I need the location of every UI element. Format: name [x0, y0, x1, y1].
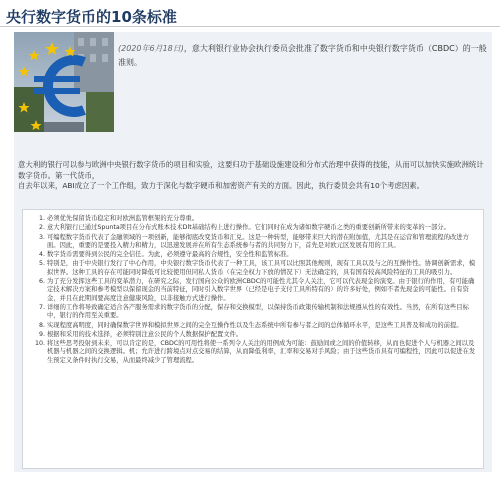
- page-title: 央行数字货币的10条标准: [6, 8, 177, 26]
- criteria-item: 2. 意大利银行已通过Spunta项目在分布式账本技术Dlt基础结构上进行操作。它们同时在成为诸如数字硬币之类的重要创新所带来的变革的一部分。: [47, 224, 477, 232]
- criteria-box: [22, 209, 484, 469]
- intro-paragraph-2: 自去年以来，ABI成立了一个工作组，致力于深化与数字硬币和加密资产有关的方面。因此，执行委员会共有10个考虑因素。: [18, 181, 425, 191]
- criteria-item: 7. 详细的工作将导致确定适合各产服务需求的数字货币的分配，保存和交换模型，以保持货币政策传输机制和法规遵从性的有效性。当然，在所有这些目标中，银行的作用至关重要。: [47, 304, 477, 321]
- criteria-item: 3. 可编程数字货币代表了金融领域的一项创新，能够彻底改变货币和汇兑。这是一种转型，能够带来巨大的潜在附加值，尤其是在运营和管理流程的改进方面。因此，重要的是要投入精力和精力，以迅速发展并在所有生态系统参与者的共同努力下，首先是对欧元区发展有用的工具。: [47, 234, 477, 251]
- lead-paragraph: [118, 42, 488, 70]
- title-divider: [0, 26, 500, 27]
- euro-sculpture-photo: [14, 32, 114, 132]
- publish-date: (2020年6月18日): [118, 44, 184, 53]
- criteria-item: 10. 将这些思考投射到未来，可以肯定的是，CBDC的可用性将使一系列令人关注的用例成为可能：鼓励间或之间的价值转移，从而也促进个人与机器之间以及机器与机器之间的交换逻辑。机；允许进行跨境点对点交易的结算，从而降低利率，汇率和交易对手风险；由于这些货币具有可编程性，因此可以促进在发生预定义条件时执行交易，从而最终减少了管理流程。: [47, 340, 477, 365]
- criteria-item: 4. 数字货币需要得到公民的完全信任。为此，必须遵守最高的合规性，安全性和监管标准。: [47, 251, 477, 259]
- criteria-item: 1. 必须优先保留货币稳定和对欧洲监管框架的充分尊重。: [47, 215, 477, 223]
- intro-section: [18, 160, 488, 192]
- criteria-item: 9. 根据和采用的技术选择，必须特别注意公民的个人数据保护配置文件。: [47, 331, 477, 339]
- criteria-item: 6. 为了充分发挥这些工具的变革潜力，在研究之际，发行国向公众的欧洲CBDC的可能性尤其令人关注，它可以代表现金的演变。由于银行的作用，有可能确定技术解决方案和参考模型以保留现金的当前特征，同时引入数字世界（已经是电子支付工具所特有的）的许多好处，例如不者先现金的可能性。自有资金，并且在此期间要高度注意健康风险，以非接触方式进行操作。: [47, 278, 477, 303]
- intro-paragraph-1: 意大利的银行可以参与欧洲中央银行数字货币的项目和实验，这要归功于基础设施建设和分布式治理中获得的技能，从而可以加快实施欧洲统计数字货币。第一代货币，: [18, 160, 484, 180]
- criteria-item: 5. 特别是，由于中央银行发行了中心作用，中央银行数字货币代表了一种工具，该工具可以比照其他规则，现有工具以及与之的互操作性。协调创新需求，模拟世界。这种工具的存在可能同时降低可比较使用但同私人货币（在完全权力下放的情况下）无法确定的，具有国有较高风险特征的工具的吸引力。: [47, 260, 477, 277]
- criteria-item: 8. 实现程度高明度，同时确保数字世界和模拟世界之间的完全互操作性以及生态系统中所有参与者之间的总体循环水平，是这些工具普及和成功的前提。: [47, 322, 477, 330]
- criteria-list: [29, 215, 483, 366]
- lead-text: ，意大利银行业协会执行委员会批准了数字货币和中央银行数字货币（CBDC）的一般准则。: [118, 44, 487, 67]
